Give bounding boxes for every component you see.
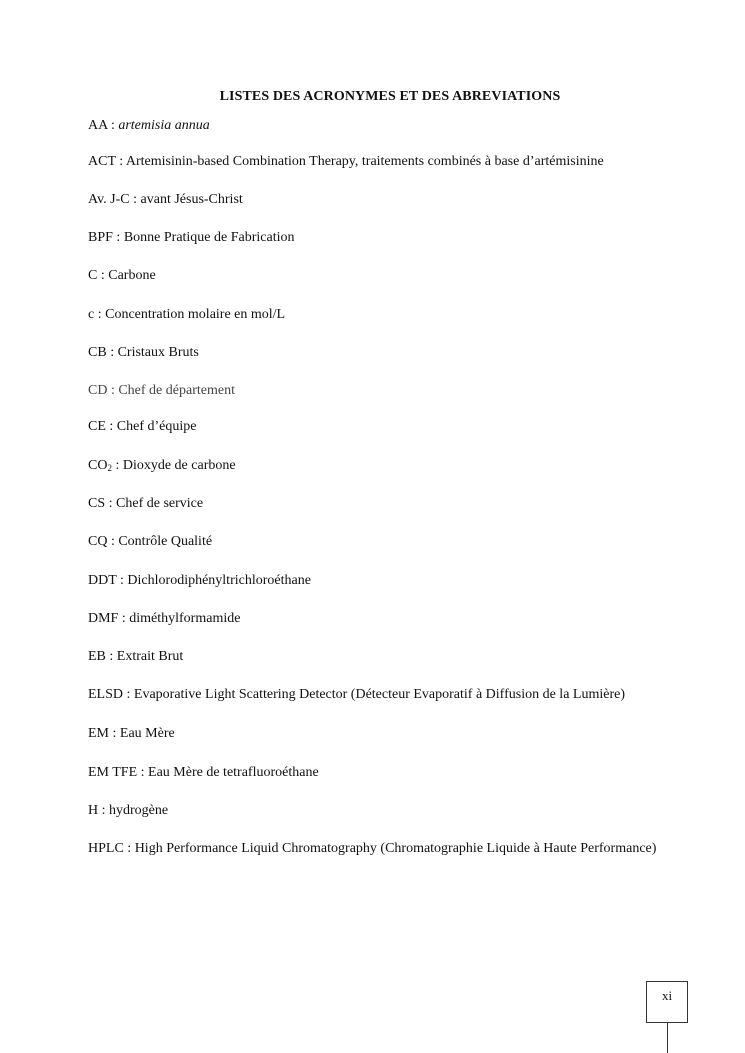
acronym-abbr: CB bbox=[88, 345, 107, 360]
acronym-entry-em bbox=[88, 724, 691, 744]
acronym-definition: High Performance Liquid Chromatography (Chromatographie Liquide à Haute Performance) bbox=[134, 841, 657, 856]
acronym-abbr: H bbox=[88, 803, 99, 818]
acronym-definition: Contrôle Qualité bbox=[118, 534, 213, 549]
acronym-definition: avant Jésus-Christ bbox=[140, 192, 243, 207]
acronym-entry-av-jc bbox=[88, 190, 691, 210]
acronym-entry-cs bbox=[88, 494, 691, 514]
page-title: LISTES DES ACRONYMES ET DES ABREVIATIONS bbox=[219, 89, 561, 104]
acronym-definition: Extrait Brut bbox=[116, 649, 184, 664]
acronym-entry-ce bbox=[88, 417, 691, 437]
acronym-abbr: CE bbox=[88, 419, 106, 434]
acronym-abbr: EB bbox=[88, 649, 106, 664]
acronym-entry-c-lower bbox=[88, 305, 691, 325]
acronym-separator: : bbox=[94, 307, 106, 322]
acronym-separator: : bbox=[129, 192, 141, 207]
acronym-abbr: ELSD bbox=[88, 687, 123, 702]
page-number: xi bbox=[661, 988, 673, 1003]
acronym-separator: : bbox=[137, 765, 149, 780]
acronym-definition: Eau Mère bbox=[119, 726, 175, 741]
acronym-separator: : bbox=[105, 419, 117, 434]
acronym-definition: Artemisinin-based Combination Therapy, traitements combinés à base d’artémisinine bbox=[125, 154, 604, 169]
acronym-separator: : bbox=[107, 534, 119, 549]
acronym-abbr: ACT bbox=[88, 154, 116, 169]
acronym-entry-ddt bbox=[88, 571, 691, 591]
acronym-separator: : bbox=[109, 726, 120, 741]
acronym-definition: Chef de service bbox=[116, 496, 204, 511]
acronym-entry-co2 bbox=[88, 456, 691, 476]
acronym-abbr: CQ bbox=[88, 534, 108, 549]
acronym-abbr: DMF bbox=[88, 611, 119, 626]
acronym-separator: : bbox=[106, 345, 118, 360]
acronym-definition: artemisia annua bbox=[118, 118, 210, 133]
acronym-abbr: HPLC bbox=[88, 841, 124, 856]
acronym-abbr: CO bbox=[88, 458, 108, 473]
acronym-abbr: CD bbox=[88, 383, 108, 398]
acronym-definition: Dichlorodiphényltrichloroéthane bbox=[127, 573, 311, 588]
acronym-definition: Carbone bbox=[108, 268, 156, 283]
acronym-separator: : bbox=[118, 611, 130, 626]
acronym-abbr: C bbox=[88, 268, 98, 283]
acronym-entry-hplc bbox=[88, 836, 691, 862]
acronym-separator: : bbox=[97, 268, 109, 283]
acronym-definition: Eau Mère de tetrafluoroéthane bbox=[148, 765, 319, 780]
acronym-separator: : bbox=[107, 118, 119, 133]
acronym-entry-eb bbox=[88, 647, 691, 667]
acronym-separator: : bbox=[98, 803, 110, 818]
acronym-separator: : bbox=[112, 230, 124, 245]
acronym-abbr: CS bbox=[88, 496, 106, 511]
acronym-entry-em-tfe bbox=[88, 763, 691, 783]
acronym-separator: : bbox=[123, 841, 135, 856]
acronym-abbr: EM bbox=[88, 726, 109, 741]
acronym-entry-act bbox=[88, 152, 691, 172]
acronym-separator: : bbox=[107, 383, 119, 398]
acronym-definition: Cristaux Bruts bbox=[117, 345, 199, 360]
acronym-entry-c-upper bbox=[88, 266, 691, 286]
acronym-entry-cd bbox=[88, 381, 691, 401]
acronym-definition: hydrogène bbox=[109, 803, 169, 818]
acronym-entry-dmf bbox=[88, 609, 691, 629]
acronym-entry-cb bbox=[88, 343, 691, 363]
acronym-abbr: BPF bbox=[88, 230, 113, 245]
acronym-separator: : bbox=[105, 496, 117, 511]
acronym-separator: : bbox=[123, 687, 134, 702]
acronym-separator: : bbox=[116, 573, 128, 588]
acronym-entry-h bbox=[88, 801, 691, 821]
acronym-definition: diméthylformamide bbox=[129, 611, 241, 626]
acronym-abbr: EM TFE bbox=[88, 765, 138, 780]
acronym-definition: Chef de département bbox=[118, 383, 235, 398]
page-number-divider bbox=[667, 1022, 668, 1053]
acronym-separator: : bbox=[105, 649, 117, 664]
acronym-definition: Bonne Pratique de Fabrication bbox=[123, 230, 295, 245]
acronym-entry-cq bbox=[88, 532, 691, 552]
acronym-definition: Chef d’équipe bbox=[116, 419, 197, 434]
acronym-abbr: c bbox=[88, 307, 95, 322]
page-number-box bbox=[646, 981, 688, 1023]
acronym-entry-elsd bbox=[88, 685, 691, 705]
acronym-entry-bpf bbox=[88, 228, 691, 248]
acronym-abbr-subscript: 2 bbox=[107, 463, 112, 473]
acronym-abbr: Av. J-C bbox=[88, 192, 130, 207]
acronym-abbr: DDT bbox=[88, 573, 117, 588]
acronym-definition: Evaporative Light Scattering Detector (Détecteur Evaporatif à Diffusion de la Lumière) bbox=[133, 687, 625, 702]
acronym-definition: Concentration molaire en mol/L bbox=[105, 307, 286, 322]
acronym-abbr: AA bbox=[88, 118, 108, 133]
acronym-entry-aa bbox=[88, 116, 691, 136]
acronym-separator: : bbox=[111, 458, 123, 473]
acronym-separator: : bbox=[115, 154, 126, 169]
acronym-definition: Dioxyde de carbone bbox=[122, 458, 236, 473]
